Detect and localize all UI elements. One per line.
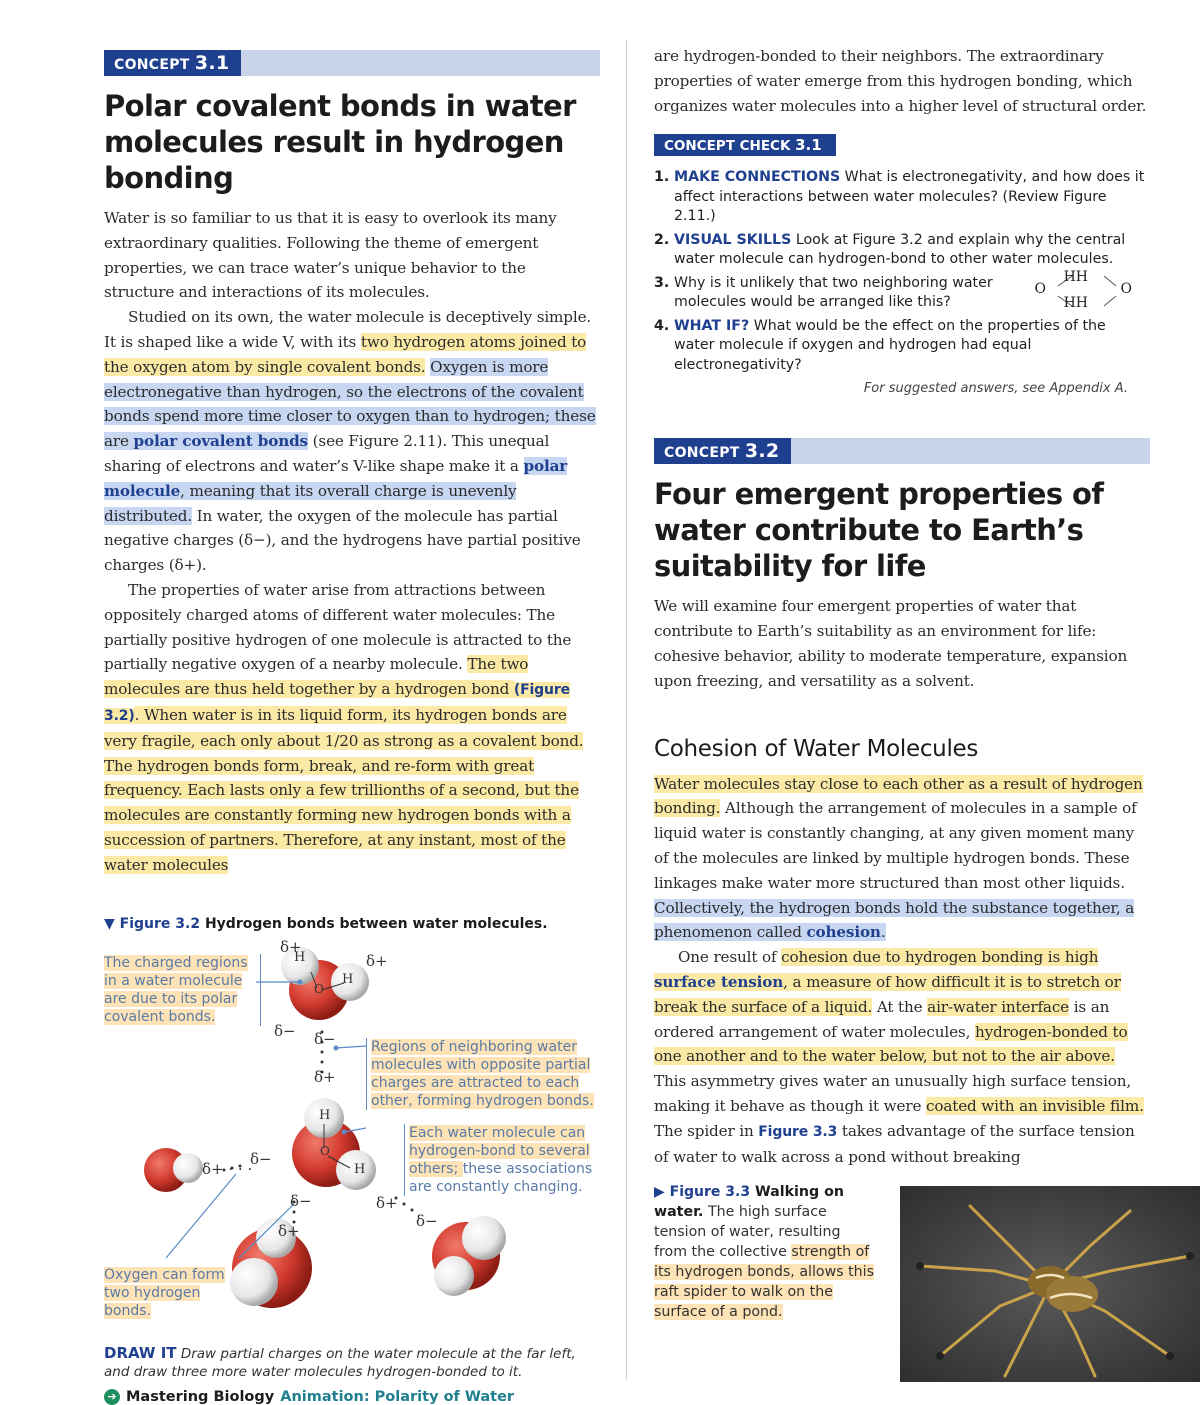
play-arrow-icon: ➔ [104,1389,120,1405]
term-polar-covalent-bonds: polar covalent bonds [133,432,308,451]
water-molecule-right [432,1216,506,1296]
delta-plus-mid: δ+ [314,1067,336,1086]
atom-label-h2: H [342,971,354,987]
water-molecule-bottom-left [230,1218,312,1308]
delta-minus-bottom: δ− [290,1191,312,1210]
term-surface-tension: surface tension [654,972,784,991]
delta-minus-left: δ− [250,1149,272,1168]
figure-3-3-caption: ▶ Figure 3.3 Walking on water. The high surface tension of water, resulting from the collective strength of its hydrogen bonds, allows this raft spider to walk on the surface of a pond. [654,1184,874,1320]
spider-illustration [900,1186,1200,1382]
inline-hh-top: HH [1063,268,1088,285]
paragraph-four-properties: We will examine four emergent properties of water that contribute to Earth’s suitability as an environment for life: cohesive behavior, ability to moderate temperature, expansion upon freezing, and versatility as a solvent. [654,597,1128,690]
inline-o-left: O [1034,280,1046,297]
delta-plus-right: δ+ [376,1193,398,1212]
concept-3-2-bar [654,438,1150,464]
delta-minus-right: δ− [416,1211,438,1230]
delta-plus-top: δ+ [280,937,302,956]
figure-3-2-caption: ▼ Figure 3.2 Hydrogen bonds between water molecules. [104,915,548,932]
delta-minus-top: δ− [274,1021,296,1040]
delta-plus-top-right: δ+ [366,951,388,970]
paragraph-cohesion: Water molecules stay close to each other as a result of hydrogen bonding. Although the arrangement of molecules in a sample of liquid water is constantly changing, at any given moment many of the molecules are linked by multiple hydrogen bonds. These linkages make water more structured than most other liquids. Collectively, the hydrogen bonds hold the substance together, a phenomenon called cohesion. [654,774,1143,942]
column-divider [626,40,627,1380]
paragraph-continued: are hydrogen-bonded to their neighbors. The extraordinary properties of water emerge from this hydrogen bonding, which organizes water molecules into a higher level of structural order. [654,47,1147,115]
concept-3-1-bar [104,50,600,76]
question-4: 4. WHAT IF? What would be the effect on the properties of the water molecule if oxygen and hydrogen had equal electronegativity? [654,317,1106,373]
question-1: 1. MAKE CONNECTIONS What is electronegativity, and how does it affect interactions between water molecules? (Review Figure 2.11.) [654,169,1145,225]
raft-spider-photo [900,1186,1200,1382]
inline-o-right: O [1120,280,1132,297]
concept-3-1-heading: Polar covalent bonds in water molecules result in hydrogen bonding [104,89,576,195]
annotation-oxygen-two-bonds: Oxygen can form two hydrogen bonds. [104,1266,225,1319]
cohesion-subheading: Cohesion of Water Molecules [654,735,979,762]
right-column [654,44,1150,1169]
term-cohesion: cohesion [806,923,881,942]
concept-check-list [654,168,1150,375]
left-column [104,50,600,1405]
inline-hh-bottom: HH [1063,294,1088,311]
question-3: 3. Why is it unlikely that two neighboring water molecules would be arranged like this? HH HH O O [654,274,1150,313]
figure-3-2-link[interactable]: (Figure 3.2) [104,682,570,724]
delta-minus-mid: δ− [314,1029,336,1048]
annotation-charged-regions: The charged regions in a water molecule are due to its polar covalent bonds. [104,954,261,1026]
annotation-several-others: Each water molecule can hydrogen-bond to several others; these associations are constantly changing. [404,1124,605,1196]
atom-label-h3: H [319,1107,331,1123]
atom-label-o1: O [314,981,324,996]
delta-plus-bottom: δ+ [278,1221,300,1240]
paragraph-surface-tension: One result of cohesion due to hydrogen bonding is high surface tension, a measure of how difficult it is to stretch or break the surface of a liquid. At the air-water interface is an ordered arrangement of water molecules, hydrogen-bonded to one another and to the water below, but not to the air above. This asymmetry gives water an unusually high surface tension, making it behave as though it were coated with an invisible film. The spider in Figure 3.3 takes advantage of the surface tension of water to walk across a pond without breaking [654,948,1144,1166]
answers-note: For suggested answers, see Appendix A. [863,381,1128,397]
atom-label-h4: H [354,1161,366,1177]
concept-3-2-heading: Four emergent properties of water contribute to Earth’s suitability for life [654,477,1104,584]
paragraph-polar-bonds: Studied on its own, the water molecule is deceptively simple. It is shaped like a wide V, with its two hydrogen atoms joined to the oxygen atom by single covalent bonds. Oxygen is more electronegative than hydrogen, so the electrons of the covalent bonds spend more time closer to oxygen than to hydrogen; these are polar covalent bonds (see Figure 2.11). This unequal sharing of electrons and water’s V-like shape make it a polar molecule, meaning that its overall charge is unevenly distributed. In water, the oxygen of the molecule has partial negative charges (δ−), and the hydrogens have partial positive charges (δ+). [104,308,596,575]
figure-3-2-diagram [104,938,604,1338]
mastering-biology-link[interactable]: ➔ Mastering Biology Animation: Polarity of Water [104,1389,600,1405]
concept-check-header [654,134,1150,156]
annotation-opposite-charges: Regions of neighboring water molecules with opposite partial charges are attracted to each other, forming hydrogen bonds. [366,1038,609,1110]
concept-check-tag: CONCEPT CHECK 3.1 [654,134,836,156]
paragraph-intro: Water is so familiar to us that it is easy to overlook its many extraordinary qualities. Following the theme of emergent properties, we can trace water’s unique behavior to the structure and interactions of its molecules. [104,209,557,302]
animation-link[interactable]: Animation: Polarity of Water [280,1388,515,1405]
atom-label-o2: O [320,1143,330,1158]
question-2: 2. VISUAL SKILLS Look at Figure 3.2 and explain why the central water molecule can hydrogen-bond to other water molecules. [654,231,1126,268]
concept-3-2-tag: CONCEPT 3.2 [654,438,791,464]
figure-3-3-link[interactable]: Figure 3.3 [758,1123,838,1140]
atom-label-h1: H [294,949,306,965]
term-polar-molecule: polar molecule [104,456,568,500]
draw-it-prompt: DRAW IT Draw partial charges on the water molecule at the far left, and draw three more water molecules hydrogen-bonded to it. [104,1343,576,1380]
water-molecule-left [144,1148,203,1192]
concept-3-1-tag: CONCEPT 3.1 [104,50,241,76]
delta-plus-left: δ+ · · · [202,1159,253,1178]
paragraph-hydrogen-bond: The properties of water arise from attractions between oppositely charged atoms of different water molecules: The partially positive hydrogen of one molecule is attracted to the partially negative oxygen of a nearby molecule. The two molecules are thus held together by a hydrogen bond (Figure 3.2). When water is in its liquid form, its hydrogen bonds are very fragile, each only about 1/20 as strong as a covalent bond. The hydrogen bonds form, break, and re-form with great frequency. Each lasts only a few trillionths of a second, but the molecules are constantly forming new hydrogen bonds with a succession of partners. Therefore, at any instant, most of the water molecules [104,580,584,874]
